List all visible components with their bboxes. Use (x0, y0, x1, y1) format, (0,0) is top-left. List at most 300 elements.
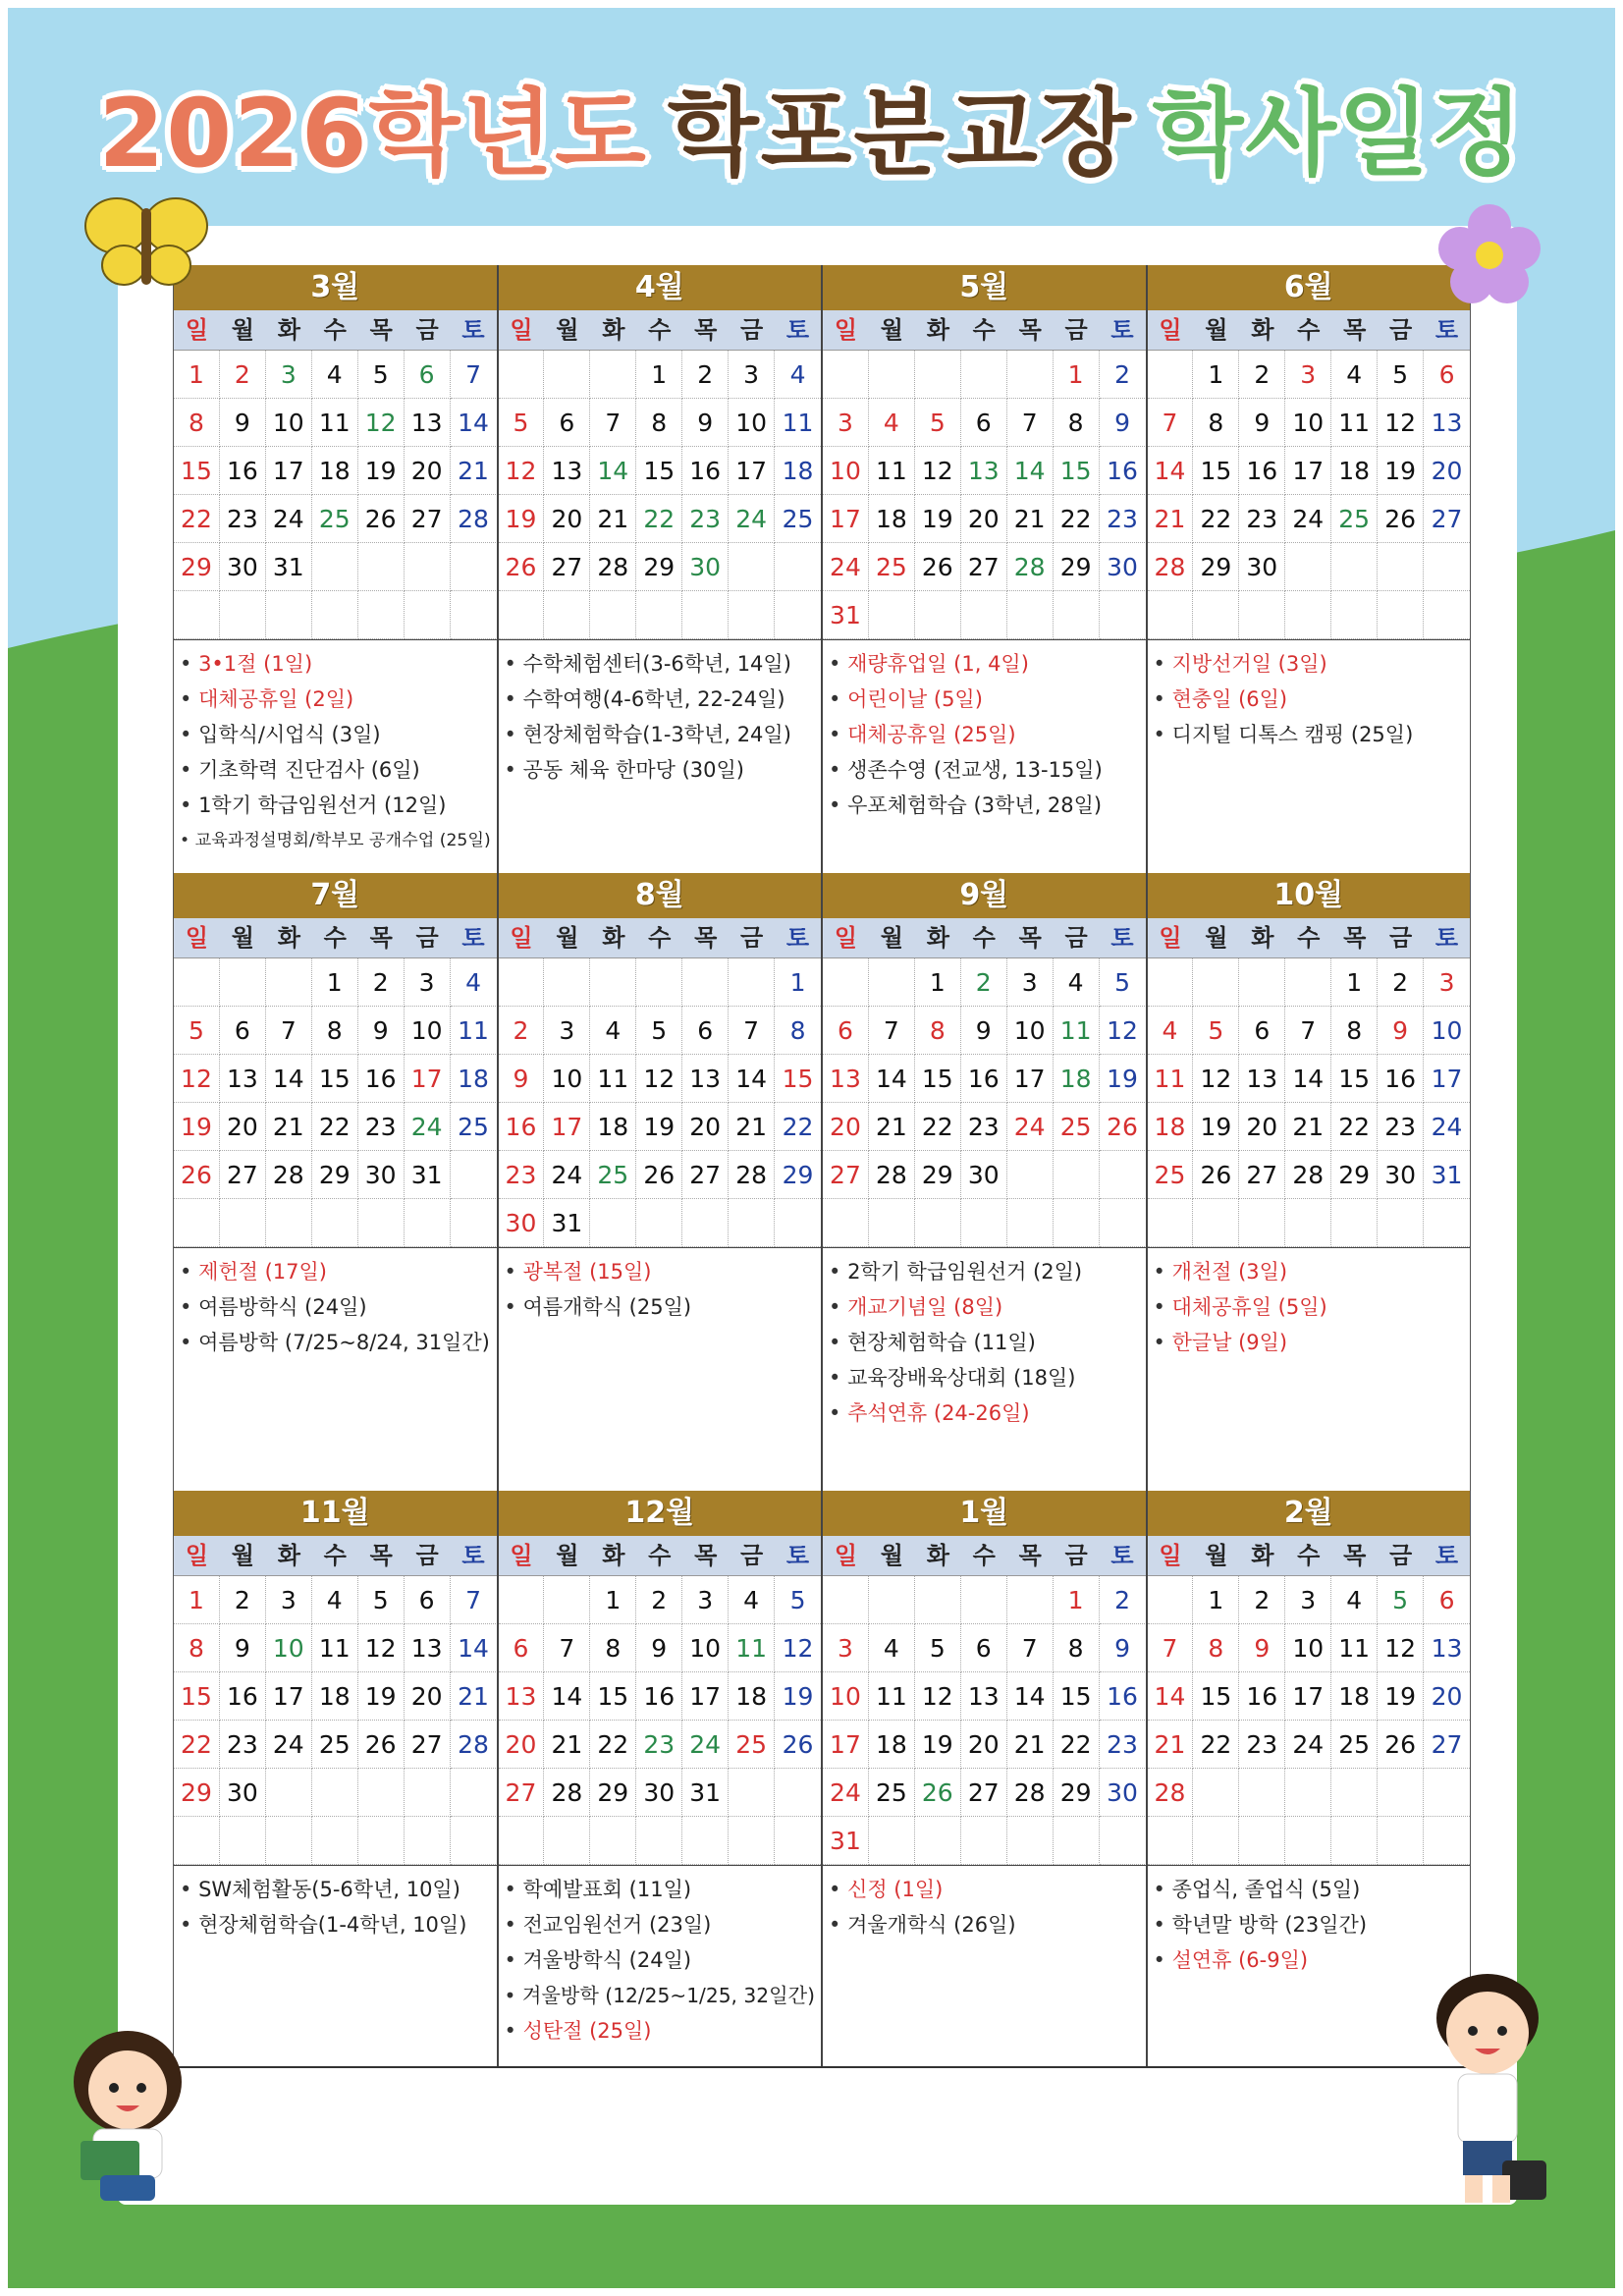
date-cell: 8 (590, 1624, 636, 1672)
event-item: • 생존수영 (전교생, 13-15일) (829, 752, 1140, 788)
date-cell: 13 (499, 1672, 545, 1721)
empty-date-cell (775, 1199, 821, 1247)
empty-date-cell (1148, 1576, 1194, 1624)
date-cell: 1 (174, 351, 220, 399)
empty-date-cell (499, 351, 545, 399)
weekday-label: 목 (1018, 924, 1042, 952)
date-cell: 23 (1100, 495, 1146, 543)
date-cell: 29 (174, 1769, 220, 1817)
date-cell: 5 (915, 399, 961, 447)
date-cell: 21 (451, 1672, 497, 1721)
date-cell: 8 (636, 399, 682, 447)
event-item: • 재량휴업일 (1, 4일) (829, 646, 1140, 682)
date-cell: 10 (266, 1624, 312, 1672)
empty-date-cell (451, 1199, 497, 1247)
weekday-header (174, 918, 497, 958)
date-cell: 13 (405, 399, 451, 447)
date-cell: 13 (823, 1055, 869, 1103)
date-cell: 23 (220, 495, 266, 543)
empty-date-cell (729, 591, 775, 639)
date-cell: 30 (636, 1769, 682, 1817)
month-block (174, 1491, 499, 2066)
date-cell: 21 (869, 1103, 915, 1151)
empty-date-cell (1100, 1817, 1146, 1865)
date-cell: 30 (961, 1151, 1007, 1199)
weekday-label: 금 (1389, 1542, 1413, 1569)
date-cell: 27 (405, 495, 451, 543)
empty-date-cell (775, 591, 821, 639)
weekday-header (499, 918, 822, 958)
date-cell: 29 (1331, 1151, 1378, 1199)
empty-date-cell (266, 958, 312, 1007)
weekday-label: 토 (461, 316, 485, 344)
empty-date-cell (312, 591, 358, 639)
date-cell: 14 (266, 1055, 312, 1103)
weekday-label: 목 (369, 316, 393, 344)
weekday-label: 수 (648, 316, 672, 344)
event-list (823, 1247, 1146, 1491)
date-cell: 30 (220, 543, 266, 591)
empty-date-cell (869, 958, 915, 1007)
date-cell: 22 (775, 1103, 821, 1151)
empty-date-cell (358, 1769, 405, 1817)
empty-date-cell (405, 1769, 451, 1817)
date-cell: 3 (266, 1576, 312, 1624)
empty-date-cell (1193, 958, 1239, 1007)
date-cell: 13 (405, 1624, 451, 1672)
date-cell: 16 (1239, 447, 1285, 495)
date-cell: 1 (1193, 351, 1239, 399)
date-cell: 29 (174, 543, 220, 591)
empty-date-cell (1331, 1199, 1378, 1247)
weekday-label: 수 (972, 1542, 996, 1569)
weekday-label: 토 (785, 924, 810, 952)
weekday-label: 일 (185, 316, 209, 344)
date-cell: 29 (636, 543, 682, 591)
date-cell: 18 (1148, 1103, 1194, 1151)
date-cell: 2 (682, 351, 729, 399)
event-item: • 학년말 방학 (23일간) (1154, 1907, 1465, 1942)
date-cell: 5 (775, 1576, 821, 1624)
date-cell: 19 (358, 447, 405, 495)
date-cell: 29 (590, 1769, 636, 1817)
date-cell: 13 (1239, 1055, 1285, 1103)
weekday-label: 일 (834, 924, 858, 952)
date-cell: 5 (174, 1007, 220, 1055)
empty-date-cell (1285, 1769, 1331, 1817)
date-cell: 26 (775, 1721, 821, 1769)
date-cell: 17 (823, 1721, 869, 1769)
empty-date-cell (636, 1199, 682, 1247)
empty-date-cell (358, 543, 405, 591)
event-item: • 2학기 학급임원선거 (2일) (829, 1254, 1140, 1289)
month-title: 11월 (174, 1491, 497, 1536)
date-cell: 6 (1424, 351, 1470, 399)
date-cell: 20 (961, 1721, 1007, 1769)
date-cell: 20 (682, 1103, 729, 1151)
date-cell: 28 (1007, 543, 1054, 591)
month-title: 4월 (499, 265, 822, 310)
date-cell: 11 (729, 1624, 775, 1672)
date-cell: 6 (405, 1576, 451, 1624)
weekday-label: 일 (510, 1542, 533, 1569)
date-cell: 3 (1007, 958, 1054, 1007)
date-cell: 8 (1054, 399, 1100, 447)
date-cell: 22 (1193, 495, 1239, 543)
date-cell: 23 (499, 1151, 545, 1199)
date-cell: 11 (590, 1055, 636, 1103)
date-cell: 20 (1424, 447, 1470, 495)
date-cell: 4 (1054, 958, 1100, 1007)
date-cell: 14 (869, 1055, 915, 1103)
weekday-label: 화 (602, 316, 625, 344)
date-cell: 23 (358, 1103, 405, 1151)
weekday-label: 월 (231, 924, 254, 952)
empty-date-cell (405, 1199, 451, 1247)
date-cell: 14 (1007, 447, 1054, 495)
date-cell: 19 (174, 1103, 220, 1151)
empty-date-cell (729, 1199, 775, 1247)
empty-date-cell (1331, 543, 1378, 591)
empty-date-cell (1148, 591, 1194, 639)
month-title: 7월 (174, 873, 497, 918)
date-cell: 27 (682, 1151, 729, 1199)
weekday-label: 수 (1297, 1542, 1321, 1569)
weekday-label: 금 (415, 1542, 439, 1569)
date-cell: 6 (961, 399, 1007, 447)
date-cell: 16 (1378, 1055, 1424, 1103)
weekday-label: 화 (277, 924, 300, 952)
empty-date-cell (961, 1576, 1007, 1624)
date-cell: 15 (636, 447, 682, 495)
date-cell: 20 (1239, 1103, 1285, 1151)
weekday-header (823, 310, 1146, 351)
empty-date-cell (1054, 1199, 1100, 1247)
empty-date-cell (1378, 543, 1424, 591)
weekday-label: 목 (369, 924, 393, 952)
empty-date-cell (1007, 591, 1054, 639)
date-cell: 11 (1331, 1624, 1378, 1672)
date-cell: 5 (358, 1576, 405, 1624)
page-title (0, 59, 1623, 193)
empty-date-cell (823, 1576, 869, 1624)
empty-date-cell (1331, 1817, 1378, 1865)
date-cell: 4 (1331, 1576, 1378, 1624)
date-cell: 8 (1331, 1007, 1378, 1055)
date-cell: 31 (823, 1817, 869, 1865)
date-cell: 4 (869, 1624, 915, 1672)
date-cell: 16 (636, 1672, 682, 1721)
empty-date-cell (1378, 1199, 1424, 1247)
empty-date-cell (590, 1817, 636, 1865)
date-cell: 7 (1007, 399, 1054, 447)
weekday-header (499, 1536, 822, 1576)
date-cell: 12 (358, 399, 405, 447)
date-cell: 3 (266, 351, 312, 399)
date-cell: 17 (729, 447, 775, 495)
empty-date-cell (590, 1199, 636, 1247)
weekday-label: 수 (323, 1542, 347, 1569)
date-cell: 21 (729, 1103, 775, 1151)
date-cell: 23 (220, 1721, 266, 1769)
event-item: • 개천절 (3일) (1154, 1254, 1465, 1289)
date-cell: 16 (220, 447, 266, 495)
empty-date-cell (869, 1199, 915, 1247)
empty-date-cell (499, 1817, 545, 1865)
empty-date-cell (682, 1817, 729, 1865)
date-cell: 4 (775, 351, 821, 399)
event-item: • 현장체험학습 (11일) (829, 1325, 1140, 1360)
date-cell: 20 (405, 1672, 451, 1721)
date-cell: 15 (312, 1055, 358, 1103)
date-cell: 21 (266, 1103, 312, 1151)
date-cell: 7 (1007, 1624, 1054, 1672)
date-cell: 7 (1148, 399, 1194, 447)
event-list (1148, 1247, 1471, 1491)
weekday-label: 화 (926, 1542, 949, 1569)
date-grid (174, 958, 497, 1247)
weekday-label: 월 (231, 1542, 254, 1569)
month-title: 5월 (823, 265, 1146, 310)
weekday-label: 화 (926, 924, 949, 952)
weekday-label: 화 (926, 316, 949, 344)
date-cell: 1 (1054, 1576, 1100, 1624)
month-block (174, 265, 499, 873)
date-cell: 9 (961, 1007, 1007, 1055)
date-cell: 30 (1378, 1151, 1424, 1199)
empty-date-cell (312, 1769, 358, 1817)
empty-date-cell (915, 1576, 961, 1624)
date-cell: 16 (682, 447, 729, 495)
date-cell: 18 (590, 1103, 636, 1151)
date-cell: 16 (1100, 1672, 1146, 1721)
date-cell: 15 (1054, 1672, 1100, 1721)
weekday-label: 월 (880, 316, 903, 344)
date-cell: 6 (682, 1007, 729, 1055)
empty-date-cell (451, 1769, 497, 1817)
date-cell: 18 (869, 1721, 915, 1769)
date-cell: 28 (1285, 1151, 1331, 1199)
date-cell: 30 (1239, 543, 1285, 591)
date-cell: 8 (174, 399, 220, 447)
date-cell: 26 (636, 1151, 682, 1199)
date-cell: 15 (775, 1055, 821, 1103)
empty-date-cell (544, 591, 590, 639)
date-cell: 12 (636, 1055, 682, 1103)
date-cell: 31 (544, 1199, 590, 1247)
date-cell: 2 (1100, 351, 1146, 399)
date-cell: 29 (1054, 543, 1100, 591)
date-cell: 23 (636, 1721, 682, 1769)
weekday-label: 일 (510, 924, 533, 952)
date-cell: 9 (358, 1007, 405, 1055)
weekday-label: 금 (415, 924, 439, 952)
date-cell: 8 (915, 1007, 961, 1055)
date-cell: 27 (823, 1151, 869, 1199)
empty-date-cell (174, 958, 220, 1007)
title-year: 2026학년도 (98, 79, 648, 189)
date-cell: 8 (1054, 1624, 1100, 1672)
weekday-label: 월 (1205, 1542, 1228, 1569)
date-cell: 18 (729, 1672, 775, 1721)
date-cell: 24 (823, 1769, 869, 1817)
date-cell: 29 (915, 1151, 961, 1199)
date-cell: 9 (1378, 1007, 1424, 1055)
weekday-label: 목 (1343, 316, 1367, 344)
empty-date-cell (869, 1817, 915, 1865)
date-cell: 2 (1100, 1576, 1146, 1624)
event-item: • 개교기념일 (8일) (829, 1289, 1140, 1325)
date-cell: 20 (1424, 1672, 1470, 1721)
event-item: • 입학식/시업식 (3일) (180, 717, 491, 752)
date-cell: 14 (1148, 1672, 1194, 1721)
girl-character-illustration (59, 2023, 196, 2210)
empty-date-cell (312, 1817, 358, 1865)
date-grid (499, 1576, 822, 1865)
weekday-label: 목 (1018, 1542, 1042, 1569)
butterfly-icon (82, 189, 210, 297)
date-cell: 25 (312, 495, 358, 543)
date-cell: 7 (590, 399, 636, 447)
date-cell: 28 (1148, 543, 1194, 591)
empty-date-cell (915, 351, 961, 399)
weekday-label: 수 (648, 1542, 672, 1569)
date-cell: 17 (266, 1672, 312, 1721)
date-cell: 30 (220, 1769, 266, 1817)
date-cell: 6 (405, 351, 451, 399)
date-cell: 12 (1193, 1055, 1239, 1103)
weekday-label: 월 (880, 924, 903, 952)
date-cell: 28 (451, 1721, 497, 1769)
empty-date-cell (1378, 591, 1424, 639)
empty-date-cell (1007, 1151, 1054, 1199)
weekday-label: 일 (185, 924, 209, 952)
date-cell: 16 (499, 1103, 545, 1151)
empty-date-cell (499, 958, 545, 1007)
date-cell: 13 (1424, 399, 1470, 447)
weekday-label: 화 (1251, 1542, 1274, 1569)
date-cell: 18 (1054, 1055, 1100, 1103)
weekday-label: 화 (277, 1542, 300, 1569)
date-cell: 25 (1148, 1151, 1194, 1199)
empty-date-cell (312, 1199, 358, 1247)
date-cell: 17 (1007, 1055, 1054, 1103)
date-cell: 16 (358, 1055, 405, 1103)
event-item: • 수학체험센터(3-6학년, 14일) (505, 646, 816, 682)
date-cell: 2 (1239, 1576, 1285, 1624)
date-cell: 25 (729, 1721, 775, 1769)
date-cell: 2 (1239, 351, 1285, 399)
event-item: • 추석연휴 (24-26일) (829, 1395, 1140, 1431)
date-cell: 24 (1424, 1103, 1470, 1151)
date-cell: 9 (1100, 1624, 1146, 1672)
month-block (499, 1491, 824, 2066)
date-cell: 6 (961, 1624, 1007, 1672)
weekday-label: 토 (1434, 924, 1459, 952)
date-cell: 4 (1148, 1007, 1194, 1055)
empty-date-cell (451, 1151, 497, 1199)
empty-date-cell (1007, 1199, 1054, 1247)
date-cell: 23 (1239, 1721, 1285, 1769)
date-cell: 5 (915, 1624, 961, 1672)
month-title: 8월 (499, 873, 822, 918)
empty-date-cell (682, 591, 729, 639)
date-cell: 12 (358, 1624, 405, 1672)
empty-date-cell (636, 1817, 682, 1865)
date-cell: 27 (499, 1769, 545, 1817)
date-grid (823, 351, 1146, 639)
event-item: • SW체험활동(5-6학년, 10일) (180, 1872, 491, 1907)
empty-date-cell (1285, 591, 1331, 639)
empty-date-cell (544, 958, 590, 1007)
date-cell: 9 (682, 399, 729, 447)
event-item: • 겨울방학식 (24일) (505, 1942, 816, 1978)
empty-date-cell (590, 958, 636, 1007)
date-cell: 19 (775, 1672, 821, 1721)
weekday-label: 금 (740, 316, 764, 344)
event-item: • 겨울개학식 (26일) (829, 1907, 1140, 1942)
date-cell: 17 (682, 1672, 729, 1721)
date-cell: 12 (915, 1672, 961, 1721)
event-item: • 광복절 (15일) (505, 1254, 816, 1289)
month-title: 1월 (823, 1491, 1146, 1536)
empty-date-cell (544, 1817, 590, 1865)
weekday-label: 토 (785, 1542, 810, 1569)
empty-date-cell (1193, 591, 1239, 639)
date-cell: 9 (636, 1624, 682, 1672)
weekday-label: 수 (1297, 924, 1321, 952)
date-cell: 23 (1239, 495, 1285, 543)
date-cell: 12 (174, 1055, 220, 1103)
date-cell: 25 (869, 1769, 915, 1817)
empty-date-cell (266, 591, 312, 639)
date-cell: 7 (1148, 1624, 1194, 1672)
date-cell: 10 (1424, 1007, 1470, 1055)
weekday-label: 화 (277, 316, 300, 344)
date-cell: 27 (961, 1769, 1007, 1817)
date-cell: 22 (174, 1721, 220, 1769)
event-item: • 교육과정설명회/학부모 공개수업 (25일) (180, 823, 491, 858)
date-cell: 27 (1424, 495, 1470, 543)
date-cell: 1 (174, 1576, 220, 1624)
date-grid (174, 1576, 497, 1865)
date-cell: 1 (1054, 351, 1100, 399)
date-cell: 25 (1054, 1103, 1100, 1151)
date-cell: 24 (1007, 1103, 1054, 1151)
date-cell: 26 (174, 1151, 220, 1199)
date-cell: 16 (1100, 447, 1146, 495)
empty-date-cell (1007, 1817, 1054, 1865)
flower-icon (1435, 201, 1543, 309)
empty-date-cell (590, 351, 636, 399)
date-cell: 4 (729, 1576, 775, 1624)
empty-date-cell (1331, 591, 1378, 639)
weekday-label: 금 (1064, 924, 1088, 952)
month-title: 6월 (1148, 265, 1471, 310)
date-cell: 17 (1424, 1055, 1470, 1103)
date-cell: 9 (220, 1624, 266, 1672)
date-cell: 31 (266, 543, 312, 591)
event-item: • 현장체험학습(1-4학년, 10일) (180, 1907, 491, 1942)
date-cell: 10 (266, 399, 312, 447)
date-cell: 23 (682, 495, 729, 543)
date-cell: 9 (1239, 399, 1285, 447)
date-cell: 24 (266, 1721, 312, 1769)
weekday-label: 금 (1064, 316, 1088, 344)
date-cell: 14 (1007, 1672, 1054, 1721)
date-cell: 11 (1331, 399, 1378, 447)
event-item: • 1학기 학급임원선거 (12일) (180, 788, 491, 823)
